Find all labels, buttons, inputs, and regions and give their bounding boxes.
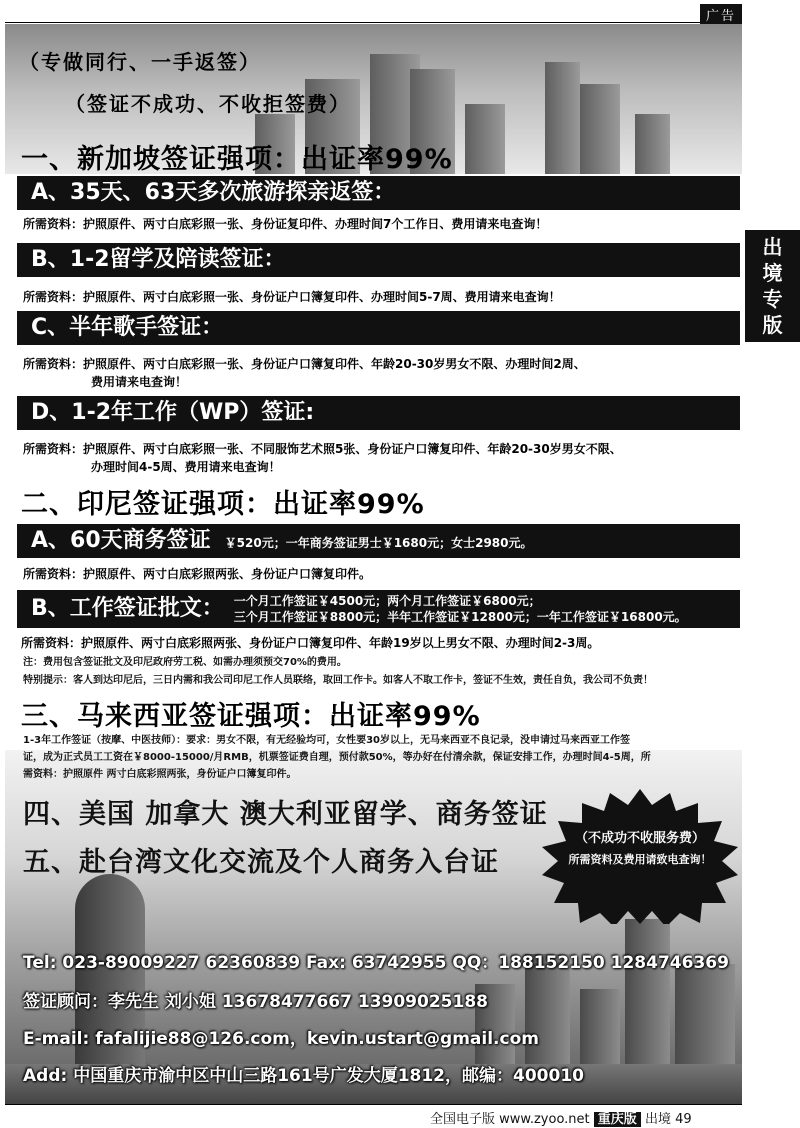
header-line-1: （专做同行、一手返签） bbox=[19, 50, 261, 74]
singapore-d-requirements bbox=[23, 440, 622, 476]
indonesia-b-note: 注：费用包含签证批文及印尼政府劳工税、如需办理须预交70%的费用。 bbox=[23, 657, 347, 668]
contact-email: E-mail: fafalijie88@126.com，kevin.ustart@gmail.com bbox=[23, 1029, 539, 1049]
malaysia-line: 证，成为正式员工工资在￥8000-15000/月RMB，机票签证费自理，预付款50%，等办好在付清余款，保证安排工作，办理时间4-5周，所 bbox=[23, 752, 651, 763]
footer-city: 重庆版 bbox=[594, 1112, 641, 1127]
singapore-a-bar: A、35天、63天多次旅游探亲返签： bbox=[17, 176, 740, 210]
singapore-b-requirements: 所需资料：护照原件、两寸白底彩照一张、身份证户口簿复印件、办理时间5-7周、费用请来电查询！ bbox=[23, 290, 561, 304]
malaysia-line: 1-3年工作签证（按摩、中医技师）：要求：男女不限，有无经验均可，女性要30岁以上，无马来西亚不良记录，没申请过马来西亚工作签 bbox=[23, 735, 630, 746]
indonesia-b-requirements: 所需资料：护照原件、两寸白底彩照两张、身份证户口簿复印件、年龄19岁以上男女不限、办理时间2-3周。 bbox=[21, 636, 600, 650]
indonesia-a-label: A、60天商务签证 bbox=[31, 528, 211, 553]
footer-page: 出境 49 bbox=[644, 1112, 692, 1127]
taiwan-title: 五、赴台湾文化交流及个人商务入台证 bbox=[23, 847, 499, 878]
side-tab-section bbox=[742, 230, 800, 342]
singapore-c-bar: C、半年歌手签证： bbox=[17, 311, 740, 345]
contact-address: Add: 中国重庆市渝中区中山三路161号广发大厦1812，邮编：400010 bbox=[23, 1066, 584, 1086]
badge-line-1: （不成功不收服务费） bbox=[574, 831, 705, 846]
singapore-c-requirements bbox=[23, 355, 586, 391]
footer-edition: 全国电子版 www.zyoo.net bbox=[430, 1112, 590, 1127]
no-success-no-fee-badge bbox=[540, 789, 740, 924]
requirements-line: 费用请来电查询！ bbox=[91, 375, 188, 389]
header-line-2: （签证不成功、不收拒签费） bbox=[65, 92, 351, 116]
requirements-line: 所需资料：护照原件、两寸白底彩照一张、不同服饰艺术照5张、身份证户口簿复印件、年龄20-30岁男女不限、 bbox=[23, 442, 622, 456]
indonesia-a-bar bbox=[17, 524, 740, 558]
singapore-a-requirements: 所需资料：护照原件、两寸白底彩照一张、身份证复印件、办理时间7个工作日、费用请来电查询！ bbox=[23, 217, 548, 231]
indonesia-b-price-1: 一个月工作签证￥4500元；两个月工作签证￥6800元； bbox=[233, 594, 541, 608]
advertisement-panel bbox=[5, 24, 742, 1104]
badge-line-2: 所需资料及费用请致电查询！ bbox=[568, 853, 712, 866]
indonesia-b-label: B、工作签证批文： bbox=[31, 596, 224, 621]
indonesia-b-bar bbox=[17, 590, 740, 628]
side-tab-char: 境 bbox=[762, 261, 783, 285]
usa-canada-australia-title: 四、美国 加拿大 澳大利亚留学、商务签证 bbox=[23, 799, 548, 830]
contact-phone: Tel: 023-89009227 62360839 Fax: 63742955 QQ：188152150 1284746369 bbox=[23, 953, 729, 973]
side-tab-char: 出 bbox=[762, 235, 783, 259]
malaysia-line: 需资料：护照原件 两寸白底彩照两张，身份证户口簿复印件。 bbox=[23, 769, 297, 780]
indonesia-a-requirements: 所需资料：护照原件、两寸白底彩照两张、身份证户口簿复印件。 bbox=[23, 567, 372, 581]
requirements-line: 所需资料：护照原件、两寸白底彩照一张、身份证户口簿复印件、年龄20-30岁男女不限、办理时间2周、 bbox=[23, 357, 586, 371]
bottom-rule bbox=[5, 1104, 742, 1105]
indonesia-special-notice: 特别提示：客人到达印尼后，三日内需和我公司印尼工作人员联络，取回工作卡。如客人不取工作卡，签证不生效，责任自负，我公司不负责！ bbox=[23, 675, 653, 686]
singapore-b-bar: B、1-2留学及陪读签证： bbox=[17, 243, 740, 277]
page-footer bbox=[430, 1108, 692, 1127]
top-rule bbox=[5, 22, 742, 23]
indonesia-title: 二、印尼签证强项：出证率99% bbox=[21, 489, 425, 520]
requirements-line: 办理时间4-5周、费用请来电查询！ bbox=[91, 460, 281, 474]
ad-tag: 广告 bbox=[700, 4, 742, 25]
contact-advisor: 签证顾问：李先生 刘小姐 13678477667 13909025188 bbox=[23, 992, 488, 1012]
indonesia-a-price: ￥520元；一年商务签证男士￥1680元；女士2980元。 bbox=[224, 536, 533, 550]
side-tab-char: 专 bbox=[762, 287, 783, 311]
malaysia-details bbox=[23, 732, 723, 783]
side-tab-char: 版 bbox=[762, 313, 783, 337]
singapore-title: 一、新加坡签证强项：出证率99% bbox=[21, 144, 453, 175]
singapore-d-bar: D、1-2年工作（WP）签证: bbox=[17, 396, 740, 430]
indonesia-b-price-2: 三个月工作签证￥8800元；半年工作签证￥12800元；一年工作签证￥16800元。 bbox=[233, 610, 687, 624]
malaysia-title: 三、马来西亚签证强项：出证率99% bbox=[21, 701, 481, 732]
